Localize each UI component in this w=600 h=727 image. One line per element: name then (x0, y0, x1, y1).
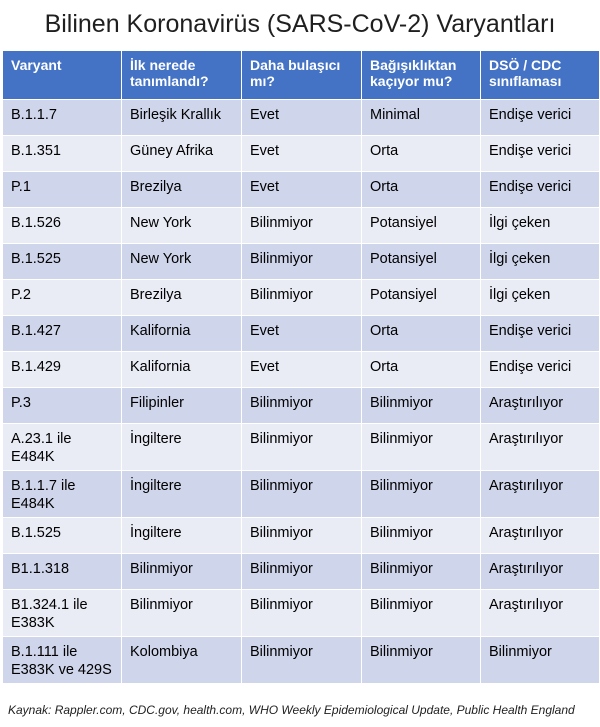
table-cell: Brezilya (122, 280, 242, 316)
table-row (3, 316, 600, 352)
table-cell: Orta (362, 352, 481, 388)
table-cell: P.1 (3, 172, 122, 208)
variants-table (2, 50, 600, 684)
table-cell: Bilinmiyor (122, 590, 242, 637)
column-header: DSÖ / CDC sınıflaması (481, 51, 600, 100)
table-cell: Orta (362, 172, 481, 208)
table-cell: New York (122, 208, 242, 244)
table-cell: Araştırılıyor (481, 518, 600, 554)
table-cell: B.1.1.7 ile E484K (3, 471, 122, 518)
table-cell: B.1.1.7 (3, 100, 122, 136)
table-row (3, 280, 600, 316)
table-cell: Bilinmiyor (242, 208, 362, 244)
column-header: Bağışıklıktan kaçıyor mu? (362, 51, 481, 100)
table-cell: Filipinler (122, 388, 242, 424)
table-cell: İngiltere (122, 424, 242, 471)
table-cell: Araştırılıyor (481, 388, 600, 424)
table-row (3, 554, 600, 590)
table-cell: Endişe verici (481, 136, 600, 172)
table-cell: A.23.1 ile E484K (3, 424, 122, 471)
table-cell: P.3 (3, 388, 122, 424)
column-header: Daha bulaşıcı mı? (242, 51, 362, 100)
page-title: Bilinen Koronavirüs (SARS-CoV-2) Varyantları (44, 10, 556, 38)
table-row (3, 388, 600, 424)
table-cell: Bilinmiyor (362, 388, 481, 424)
table-cell: Brezilya (122, 172, 242, 208)
table-cell: B.1.525 (3, 244, 122, 280)
table-row (3, 471, 600, 518)
table-cell: Araştırılıyor (481, 424, 600, 471)
source-note: Kaynak: Rappler.com, CDC.gov, health.com, WHO Weekly Epidemiological Update, Public Health England (8, 703, 575, 717)
table-cell: Evet (242, 100, 362, 136)
table-cell: Bilinmiyor (242, 388, 362, 424)
table-cell: Endişe verici (481, 100, 600, 136)
table-cell: P.2 (3, 280, 122, 316)
column-header: Varyant (3, 51, 122, 100)
table-row (3, 244, 600, 280)
table-cell: Bilinmiyor (362, 554, 481, 590)
table-cell: Araştırılıyor (481, 590, 600, 637)
table-cell: Bilinmiyor (242, 554, 362, 590)
table-cell: İngiltere (122, 518, 242, 554)
table-row (3, 208, 600, 244)
table-cell: Kalifornia (122, 352, 242, 388)
table-header-row (3, 51, 600, 100)
table-cell: Bilinmiyor (362, 590, 481, 637)
table-cell: Araştırılıyor (481, 471, 600, 518)
table-cell: İlgi çeken (481, 244, 600, 280)
table-cell: Evet (242, 316, 362, 352)
table-row (3, 136, 600, 172)
table-cell: Güney Afrika (122, 136, 242, 172)
table-row (3, 518, 600, 554)
table-cell: Potansiyel (362, 244, 481, 280)
table-row (3, 352, 600, 388)
table-cell: B.1.525 (3, 518, 122, 554)
table-cell: Evet (242, 352, 362, 388)
table-cell: New York (122, 244, 242, 280)
table-cell: Bilinmiyor (362, 637, 481, 684)
table-cell: Endişe verici (481, 352, 600, 388)
table-cell: B1.324.1 ile E383K (3, 590, 122, 637)
table-cell: Bilinmiyor (242, 637, 362, 684)
table-cell: Bilinmiyor (122, 554, 242, 590)
table-cell: Evet (242, 136, 362, 172)
table-cell: B.1.351 (3, 136, 122, 172)
table-cell: Kolombiya (122, 637, 242, 684)
table-cell: Bilinmiyor (242, 590, 362, 637)
table-row (3, 100, 600, 136)
table-cell: Kalifornia (122, 316, 242, 352)
table-cell: Bilinmiyor (242, 471, 362, 518)
table-cell: Bilinmiyor (242, 424, 362, 471)
table-row (3, 172, 600, 208)
table-cell: Bilinmiyor (242, 244, 362, 280)
table-row (3, 590, 600, 637)
table-cell: Bilinmiyor (362, 471, 481, 518)
table-cell: Evet (242, 172, 362, 208)
table-cell: Endişe verici (481, 172, 600, 208)
table-cell: Endişe verici (481, 316, 600, 352)
table-cell: Potansiyel (362, 208, 481, 244)
table-cell: Araştırılıyor (481, 554, 600, 590)
table-cell: B.1.429 (3, 352, 122, 388)
table-cell: B.1.526 (3, 208, 122, 244)
table-cell: Bilinmiyor (481, 637, 600, 684)
column-header: İlk nerede tanımlandı? (122, 51, 242, 100)
table-cell: B.1.111 ile E383K ve 429S (3, 637, 122, 684)
table-cell: İlgi çeken (481, 208, 600, 244)
table-cell: Bilinmiyor (362, 424, 481, 471)
table-row (3, 637, 600, 684)
table-cell: Minimal (362, 100, 481, 136)
table-cell: Birleşik Krallık (122, 100, 242, 136)
table-cell: Bilinmiyor (242, 518, 362, 554)
table-cell: İngiltere (122, 471, 242, 518)
table-cell: Orta (362, 136, 481, 172)
table-cell: B1.1.318 (3, 554, 122, 590)
table-body (3, 100, 600, 684)
table-cell: B.1.427 (3, 316, 122, 352)
table-cell: İlgi çeken (481, 280, 600, 316)
table-cell: Orta (362, 316, 481, 352)
table-cell: Bilinmiyor (242, 280, 362, 316)
table-cell: Potansiyel (362, 280, 481, 316)
table-cell: Bilinmiyor (362, 518, 481, 554)
table-row (3, 424, 600, 471)
